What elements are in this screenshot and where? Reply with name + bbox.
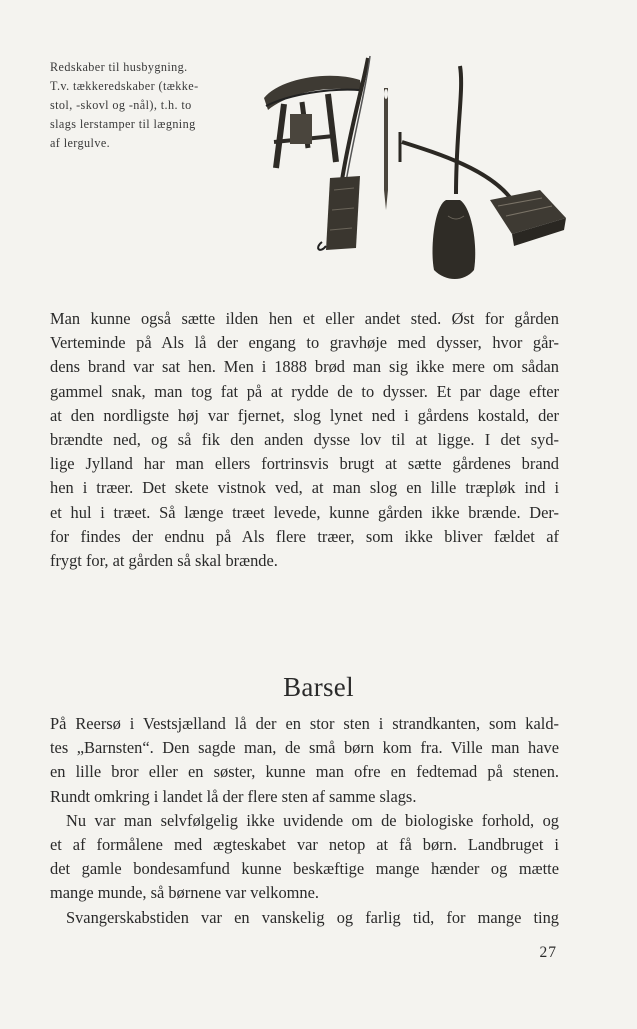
text-line: brændte ned, og så fik den anden dysse lov til at ligge. I det syd- <box>50 430 559 450</box>
text-line: hen i træer. Det skete vistnok ved, at man slog en lille træpløk ind i <box>50 478 559 498</box>
caption-line: T.v. tækkeredskaber (tække- <box>50 79 199 93</box>
section-heading: Barsel <box>283 672 354 702</box>
page-number: 27 <box>539 944 557 961</box>
text-line: for findes der endnu på Als flere træer, som ikke bliver fældet af <box>50 526 559 546</box>
text-line: lige Jylland har man ellers fortrinsvis brugt at sætte gårdenes brand <box>50 454 559 474</box>
text-line: Nu var man selvfølgelig ikke uvidende om de biologiske forhold, og <box>66 810 559 830</box>
thatching-needle-icon <box>384 88 388 210</box>
text-line: frygt for, at gården så skal brænde. <box>50 551 278 571</box>
paragraph <box>50 307 559 573</box>
figure-caption <box>50 58 250 153</box>
text-line: Man kunne også sætte ilden hen et eller andet sted. Øst for gården <box>50 309 559 328</box>
caption-line: af lergulve. <box>50 136 111 150</box>
text-line: at den nordligste høj var fjernet, slog lynet ned i gårdens kostald, der <box>50 405 559 425</box>
text-line: det gamle bondesamfund kunne beskæftige mange hænder og mætte <box>50 859 559 879</box>
tools-illustration <box>250 50 575 295</box>
caption-line: Redskaber til husbygning. <box>50 60 188 74</box>
text-line: Rundt omkring i landet lå der flere sten af samme slags. <box>50 786 417 806</box>
text-line: mange munde, så børnene var velkomne. <box>50 883 319 903</box>
text-line: dens brand var sat hen. Men i 1888 brød man sig ikke mere om sådan <box>50 357 559 377</box>
paragraph <box>50 712 559 930</box>
text-line: et hul i træet. Så længe træet levede, kunne gården ikke brænde. Der- <box>50 502 559 522</box>
text-line: Svangerskabstiden var en vanskelig og farlig tid, for mange ting <box>66 907 559 927</box>
clay-rammer-flat-icon <box>400 132 566 246</box>
text-line: et af formålene med ægteskabet var netop at få børn. Landbruget i <box>50 835 559 855</box>
text-line: tes „Barnsten“. Den sagde man, de små børn kom fra. Ville man have <box>50 738 559 758</box>
caption-line: slags lerstamper til lægning <box>50 117 196 131</box>
caption-line: stol, -skovl og -nål), t.h. to <box>50 98 192 112</box>
text-line: en lille bror eller en søster, kunne man ofre en fedtemad på stenen. <box>50 762 559 782</box>
text-line: Verteminde på Als lå der engang to gravhøje med dysser, hvor går- <box>50 333 559 353</box>
clay-rammer-round-icon <box>433 66 476 279</box>
text-line: gammel snak, man tog fat på at rydde de to dysser. Et par dage efter <box>50 381 559 401</box>
text-line: På Reersø i Vestsjælland lå der en stor sten i strandkanten, som kald- <box>50 714 559 733</box>
